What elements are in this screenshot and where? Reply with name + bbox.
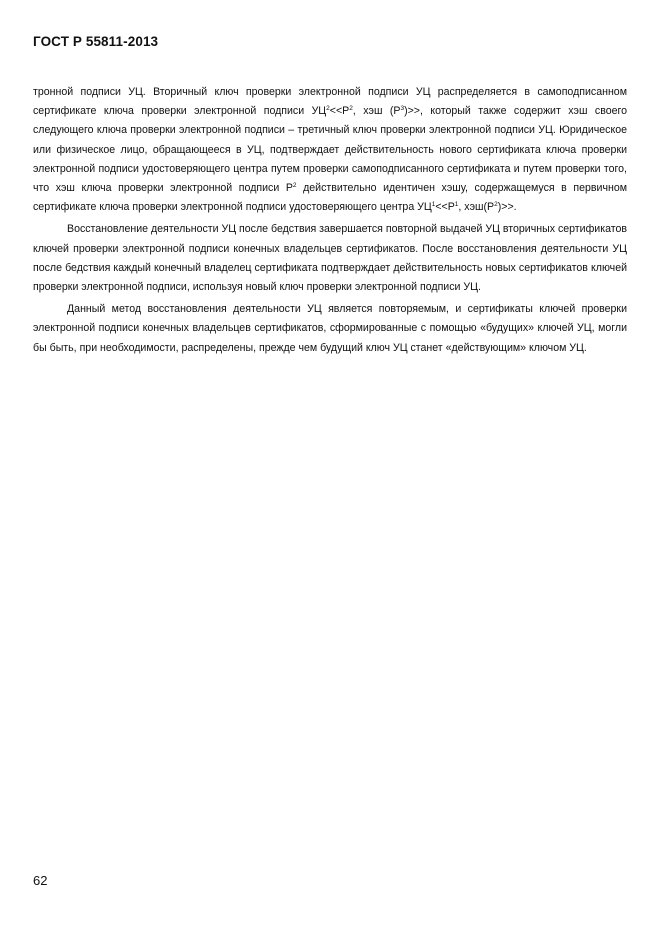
superscript-index: 2: [349, 105, 353, 113]
document-header: ГОСТ Р 55811-2013: [33, 34, 159, 49]
paragraph-text: Восстановление деятельности УЦ после бедствия завершается повторной выдачей УЦ вторичных сертификатов ключей проверки электронной подписи конечных владельцев сертификатов. После восстановления деятельности УЦ после бедствия каждый конечный владелец сертификата подтверждает действительность новых сертификатов ключей проверки электронной подписи, используя новый ключ проверки электронной подписи УЦ.: [33, 223, 627, 294]
document-body: [33, 83, 627, 358]
superscript-index: 3: [400, 105, 405, 113]
paragraph-method-repeatable: [33, 300, 627, 358]
superscript-index: 2: [494, 201, 498, 209]
paragraph-text: )>>.: [497, 201, 517, 214]
paragraph-text: )>>, который также содержит хэш своего следующего ключа проверки электронной подписи – третичный ключ проверки электронной подписи УЦ. Юридическое или физическое лицо, обращающееся в УЦ, подтверждает действительность нового сертификата ключа проверки электронной подписи удостоверяющего центра путем проверки самоподписанного сертификата и путем проверки того, что хэш ключа проверки электронной подписи P: [33, 105, 628, 195]
paragraph-continuation: [33, 83, 627, 217]
paragraph-text: тронной подписи УЦ. Вторичный ключ проверки электронной подписи УЦ распределяется в самоподписанном сертификате ключа проверки электронной подписи УЦ: [33, 86, 627, 118]
paragraph-text: , хэш (P: [352, 105, 401, 118]
paragraph-text: Данный метод восстановления деятельности УЦ является повторяемым, и сертификаты ключей проверки электронной подписи конечных владельцев сертификатов, сформированные с помощью «будущих» ключей УЦ, могли бы быть, при необходимости, распределены, прежде чем будущий ключ УЦ станет «действующим» ключом УЦ.: [33, 303, 627, 354]
paragraph-text: <<P: [329, 105, 350, 118]
paragraph-text: <<P: [435, 201, 455, 214]
page-number: 62: [33, 873, 48, 888]
paragraph-text: , хэш(P: [458, 201, 495, 214]
superscript-index: 1: [454, 201, 459, 209]
superscript-index: 2: [292, 182, 297, 190]
superscript-index: 2: [326, 105, 330, 113]
superscript-index: 1: [431, 201, 436, 209]
paragraph-text: действительно идентичен хэшу, содержащемуся в первичном сертификате ключа проверки электронной подписи удостоверяющего центра УЦ: [33, 182, 627, 214]
paragraph-disaster-recovery: [33, 220, 627, 297]
